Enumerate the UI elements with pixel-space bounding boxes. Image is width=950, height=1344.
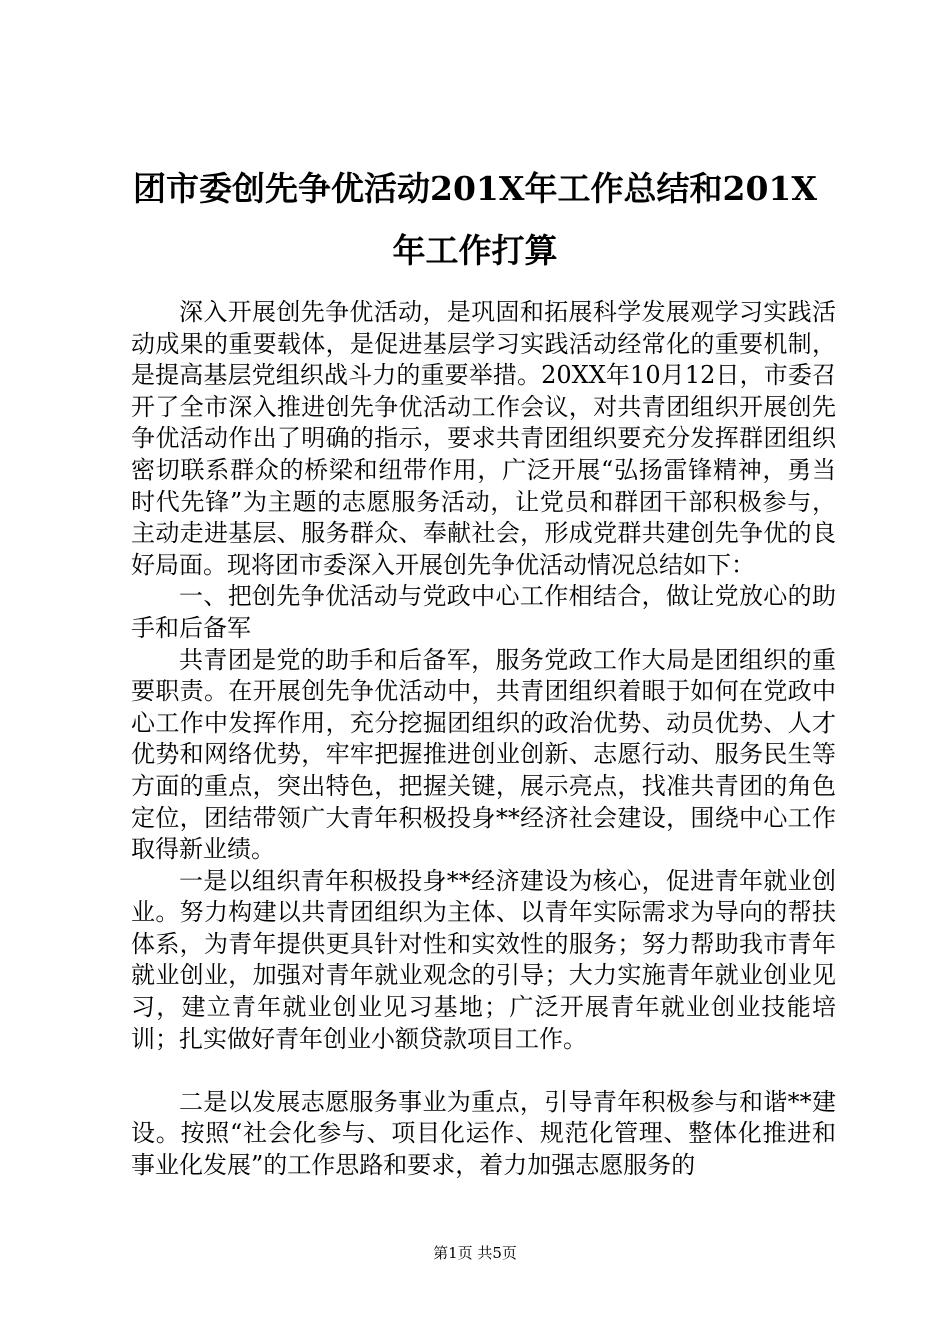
- paragraph-point-2: 二是以发展志愿服务事业为重点，引导青年积极参与和谐**建设。按照“社会化参与、项目化运作、规范化管理、整体化推进和事业化发展”的工作思路和要求，着力加强志愿服务的: [131, 1087, 836, 1180]
- title-line-2: 年工作打算: [392, 231, 558, 270]
- paragraph-intro: 深入开展创先争优活动，是巩固和拓展科学发展观学习实践活动成果的重要载体，是促进基层学习实践活动经常化的重要机制，是提高基层党组织战斗力的重要举措。20XX年10月12日，市委召开了全市深入推进创先争优活动工作会议，对共青团组织开展创先争优活动作出了明确的指示，要求共青团组织要充分发挥群团组织密切联系群众的桥梁和纽带作用，广泛开展“弘扬雷锋精神，勇当时代先锋”为主题的志愿服务活动，让党员和群团干部积极参与，主动走进基层、服务群众、奉献社会，形成党群共建创先争优的良好局面。现将团市委深入开展创先争优活动情况总结如下：: [131, 298, 836, 579]
- document-title: [100, 158, 850, 282]
- paragraph-section-1: 共青团是党的助手和后备军，服务党政工作大局是团组织的重要职责。在开展创先争优活动中，共青团组织着眼于如何在党政中心工作中发挥作用，充分挖掘团组织的政治优势、动员优势、人才优势和网络优势，牢牢把握推进创业创新、志愿行动、服务民生等方面的重点，突出特色，把握关键，展示亮点，找准共青团的角色定位，团结带领广大青年积极投身**经济社会建设，围绕中心工作取得新业绩。: [131, 645, 836, 864]
- page-footer: 第1页 共5页: [433, 1244, 517, 1262]
- paragraph-point-1: 一是以组织青年积极投身**经济建设为核心，促进青年就业创业。努力构建以共青团组织为主体、以青年实际需求为导向的帮扶体系，为青年提供更具针对性和实效性的服务；努力帮助我市青年就业创业，加强对青年就业观念的引导；大力实施青年就业创业见习，建立青年就业创业见习基地；广泛开展青年就业创业技能培训；扎实做好青年创业小额贷款项目工作。: [131, 866, 836, 1053]
- document-body: [131, 297, 836, 1182]
- title-line-1: 团市委创先争优活动201X年工作总结和201X: [133, 169, 817, 208]
- section-heading-1: 一、把创先争优活动与党政中心工作相结合，做让党放心的助手和后备军: [131, 582, 836, 642]
